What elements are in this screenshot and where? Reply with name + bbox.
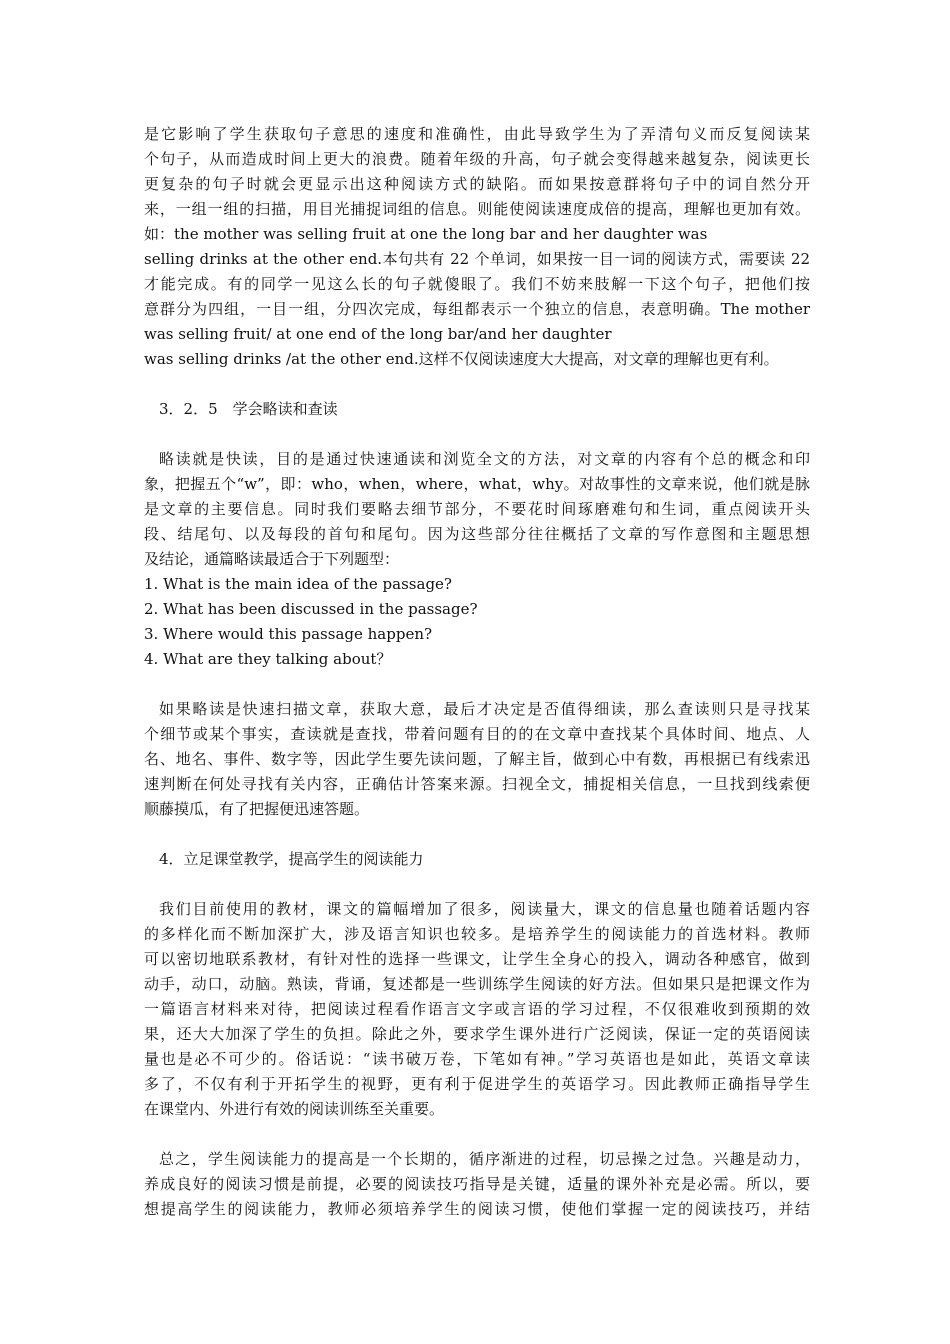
text-line: 想提高学生的阅读能力，教师必须培养学生的阅读习惯，使他们掌握一定的阅读技巧，并结 [144,1200,810,1218]
question-item: 1. What is the main idea of the passage? [144,575,452,593]
question-item: 3. Where would this passage happen? [144,625,433,643]
text-line: 个细节或某个事实，查读就是查找，带着问题有目的的在文章中查找某个具体时间、地点、人 [144,725,810,743]
paragraph-classroom-teaching [144,897,810,1122]
paragraph-skimming [144,447,810,572]
text-line: selling drinks at the other end.本句共有 22 个单词，如果按一目一词的阅读方式，需要读 22 [144,250,810,268]
text-line: 段、结尾句、以及每段的首句和尾句。因为这些部分往往概括了文章的写作意图和主题思想 [144,525,810,543]
text-line: 总之，学生阅读能力的提高是一个长期的，循序渐进的过程，切忌操之过急。兴趣是动力， [159,1150,810,1168]
text-line: 个句子，从而造成时间上更大的浪费。随着年级的升高，句子就会变得越来越复杂，阅读更长 [144,150,810,168]
text-line: 才能完成。有的同学一见这么长的句子就傻眼了。我们不妨来肢解一下这个句子，把他们按 [144,275,810,293]
text-line: 的多样化而不断加深扩大，涉及语言知识也较多。是培养学生的阅读能力的首选材料。教师 [144,925,810,943]
text-line: 更复杂的句子时就会更显示出这种阅读方式的缺陷。而如果按意群将句子中的词自然分开 [144,175,810,193]
paragraph-scanning [144,697,810,822]
document-body [144,122,810,1222]
text-line: 象，把握五个“w”，即：who，when，where，what，why。对故事性的文章来说，他们就是脉 [144,475,810,493]
question-item: 2. What has been discussed in the passage? [144,600,478,618]
text-line: 一篇语言材料来对待，把阅读过程看作语言文字或言语的学习过程，不仅很难收到预期的效 [144,1000,810,1018]
paragraph-gap [144,672,810,697]
text-line: 养成良好的阅读习惯是前提，必要的阅读技巧指导是关键，适量的课外补充是必需。所以，要 [144,1175,810,1193]
text-line: 我们目前使用的教材，课文的篇幅增加了很多，阅读量大，课文的信息量也随着话题内容 [159,900,810,918]
text-line: 量也是必不可少的。俗话说：“读书破万卷，下笔如有神。”学习英语也是如此，英语文章读 [144,1050,810,1068]
text-line: 多了，不仅有利于开拓学生的视野，更有利于促进学生的英语学习。因此教师正确指导学生 [144,1075,810,1093]
text-line: 是它影响了学生获取句子意思的速度和准确性，由此导致学生为了弄清句义而反复阅读某 [144,125,810,143]
question-list [144,572,810,672]
paragraph-gap [144,372,810,397]
text-line: 动手，动口，动脑。熟读，背诵，复述都是一些训练学生阅读的好方法。但如果只是把课文作为 [144,975,810,993]
paragraph-gap [144,422,810,447]
section-heading-3-2-5: 3．2．5 学会略读和查读 [159,400,338,418]
text-line: 速判断在何处寻找有关内容，正确估计答案来源。扫视全文，捕捉相关信息，一旦找到线索便 [144,775,810,793]
section-heading-4: 4．立足课堂教学，提高学生的阅读能力 [159,850,424,868]
text-line: 是文章的主要信息。同时我们要略去细节部分，不要花时间琢磨难句和生词，重点阅读开头 [144,500,810,518]
paragraph-conclusion [144,1147,810,1222]
text-line: 果，还大大加深了学生的负担。除此之外，要求学生课外进行广泛阅读，保证一定的英语阅读 [144,1025,810,1043]
paragraph-gap [144,1122,810,1147]
paragraph-gap [144,872,810,897]
text-line: was selling drinks /at the other end.这样不仅阅读速度大大提高，对文章的理解也更有利。 [144,350,779,368]
text-line: 顺藤摸瓜，有了把握便迅速答题。 [144,800,370,818]
text-line: 意群分为四组，一目一组，分四次完成，每组都表示一个独立的信息，表意明确。The mother [144,300,810,318]
question-item: 4. What are they talking about？ [144,650,392,668]
text-line: 在课堂内、外进行有效的阅读训练至关重要。 [144,1100,445,1118]
paragraph-gap [144,822,810,847]
text-line: 如果略读是快速扫描文章，获取大意，最后才决定是否值得细读，那么查读则只是寻找某 [159,700,810,718]
text-line: 可以密切地联系教材，有针对性的选择一些课文，让学生全身心的投入，调动各种感官，做到 [144,950,810,968]
text-line: 略读就是快读，目的是通过快速通读和浏览全文的方法，对文章的内容有个总的概念和印 [159,450,810,468]
text-line: 来，一组一组的扫描，用目光捕捉词组的信息。则能使阅读速度成倍的提高，理解也更加有效。 [144,200,810,218]
paragraph-reading-groups [144,122,810,372]
text-line: was selling fruit/ at one end of the long bar/and her daughter [144,325,612,343]
text-line: 如：the mother was selling fruit at one the long bar and her daughter was [144,225,708,243]
text-line: 名、地名、事件、数字等，因此学生要先读问题，了解主旨，做到心中有数，再根据已有线索迅 [144,750,810,768]
text-line: 及结论，通篇略读最适合于下列题型： [144,550,400,568]
